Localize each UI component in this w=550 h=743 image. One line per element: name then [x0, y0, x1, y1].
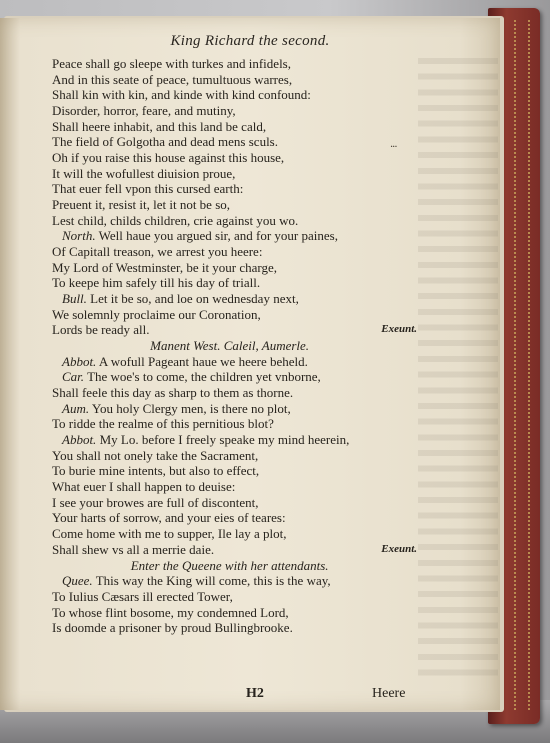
- text-line: [52, 150, 417, 166]
- speaker-name: Abbot.: [62, 432, 97, 448]
- verse-text: That euer fell vpon this cursed earth:: [52, 181, 244, 197]
- text-line: [52, 134, 417, 150]
- text-line: [52, 526, 417, 542]
- verse-text: Well haue you argued sir, and for your paines,: [98, 228, 338, 244]
- speaker-name: Car.: [62, 369, 85, 385]
- verse-text: We solemnly proclaime our Coronation,: [52, 306, 261, 322]
- speaker-name: Aum.: [62, 400, 90, 416]
- text-line: [52, 213, 417, 229]
- verse-text: My Lord of Westminster, be it your charge,: [52, 259, 278, 275]
- verse-text: Shall feele this day as sharp to them as thorne.: [52, 385, 294, 401]
- text-line: [52, 463, 417, 479]
- text-line: [52, 479, 417, 495]
- verse-text: What euer I shall happen to deuise:: [52, 479, 236, 495]
- speaker-name: Quee.: [62, 573, 93, 589]
- text-line: [52, 56, 417, 72]
- exit-direction: Exeunt.: [381, 542, 417, 555]
- verse-text: Lords be ready all.: [52, 322, 150, 338]
- text-line: [52, 228, 417, 244]
- text-line: [52, 573, 417, 589]
- verse-text: To whose flint bosome, my condemned Lord,: [52, 604, 289, 620]
- verse-text: Is doomde a prisoner by proud Bullingbrooke.: [52, 620, 293, 636]
- text-line: [52, 432, 417, 448]
- verse-text: Oh if you raise this house against this house,: [52, 150, 285, 166]
- play-text: [52, 56, 417, 636]
- text-line: [52, 401, 417, 417]
- signature-mark: H2: [246, 686, 264, 701]
- verse-text: My Lo. before I freely speake my mind heerein,: [99, 432, 350, 448]
- bleed-through-text: [418, 58, 498, 678]
- verse-text: To ridde the realme of this pernitious blot?: [52, 416, 274, 432]
- text-line: [52, 307, 417, 323]
- verse-text: The woe's to come, the children yet vnborne,: [87, 369, 321, 385]
- book-page: [0, 18, 500, 710]
- text-line: [52, 244, 417, 260]
- text-line: [52, 369, 417, 385]
- text-line: [52, 103, 417, 119]
- verse-text: Lest child, childs children, crie against you wo.: [52, 212, 299, 228]
- speaker-name: North.: [62, 228, 96, 244]
- verse-text: Shall heere inhabit, and this land be cald,: [52, 118, 267, 134]
- verse-text: Shall shew vs all a merrie daie.: [52, 541, 215, 557]
- verse-text: Preuent it, resist it, let it not be so,: [52, 197, 231, 213]
- stage-direction: Manent West. Caleil, Aumerle.: [150, 338, 310, 354]
- margin-mark: ...: [390, 139, 397, 150]
- verse-text: Come home with me to supper, Ile lay a plot,: [52, 526, 287, 542]
- text-line: [52, 119, 417, 135]
- verse-text: To Iulius Cæsars ill erected Tower,: [52, 588, 233, 604]
- text-line: [52, 416, 417, 432]
- text-line: [52, 448, 417, 464]
- catchword: Heere: [372, 686, 406, 701]
- verse-text: Disorder, horror, feare, and mutiny,: [52, 103, 236, 119]
- stage-direction: Enter the Queene with her attendants.: [130, 557, 329, 573]
- verse-text: The field of Golgotha and dead mens sculs.: [52, 134, 278, 150]
- speaker-name: Abbot.: [62, 353, 97, 369]
- text-line: [52, 197, 417, 213]
- text-line: [52, 589, 417, 605]
- verse-text: And in this seate of peace, tumultuous warres,: [52, 71, 293, 87]
- text-line: [52, 542, 417, 558]
- text-line: [52, 291, 417, 307]
- verse-text: Peace shall go sleepe with turkes and infidels,: [52, 56, 291, 71]
- verse-text: To keepe him safely till his day of triall.: [52, 275, 261, 291]
- text-line: [52, 558, 417, 574]
- verse-text: This way the King will come, this is the way,: [95, 573, 331, 589]
- text-line: [52, 354, 417, 370]
- text-line: [52, 275, 417, 291]
- verse-text: Of Capitall treason, we arrest you heere:: [52, 244, 263, 260]
- text-line: [52, 87, 417, 103]
- text-line: [52, 605, 417, 621]
- text-line: [52, 72, 417, 88]
- verse-text: You shall not onely take the Sacrament,: [52, 447, 259, 463]
- text-line: [52, 510, 417, 526]
- text-line: [52, 338, 417, 354]
- verse-text: I see your browes are full of discontent,: [52, 494, 259, 510]
- text-line: [52, 260, 417, 276]
- text-line: [52, 166, 417, 182]
- exit-direction: Exeunt.: [381, 323, 417, 336]
- verse-text: Let it be so, and loe on wednesday next,: [90, 291, 299, 307]
- running-head: King Richard the second.: [170, 33, 330, 49]
- text-line: [52, 620, 417, 636]
- verse-text: You holy Clergy men, is there no plot,: [91, 400, 291, 416]
- text-line: [52, 495, 417, 511]
- text-line: [52, 385, 417, 401]
- verse-text: It will the wofullest diuision proue,: [52, 165, 236, 181]
- verse-text: To burie mine intents, but also to effect,: [52, 463, 260, 479]
- text-line: [52, 181, 417, 197]
- verse-text: A wofull Pageant haue we heere beheld.: [98, 353, 308, 369]
- verse-text: Shall kin with kin, and kinde with kind confound:: [52, 87, 311, 103]
- speaker-name: Bull.: [62, 291, 87, 307]
- verse-text: Your harts of sorrow, and your eies of teares:: [52, 510, 286, 526]
- text-line: [52, 322, 417, 338]
